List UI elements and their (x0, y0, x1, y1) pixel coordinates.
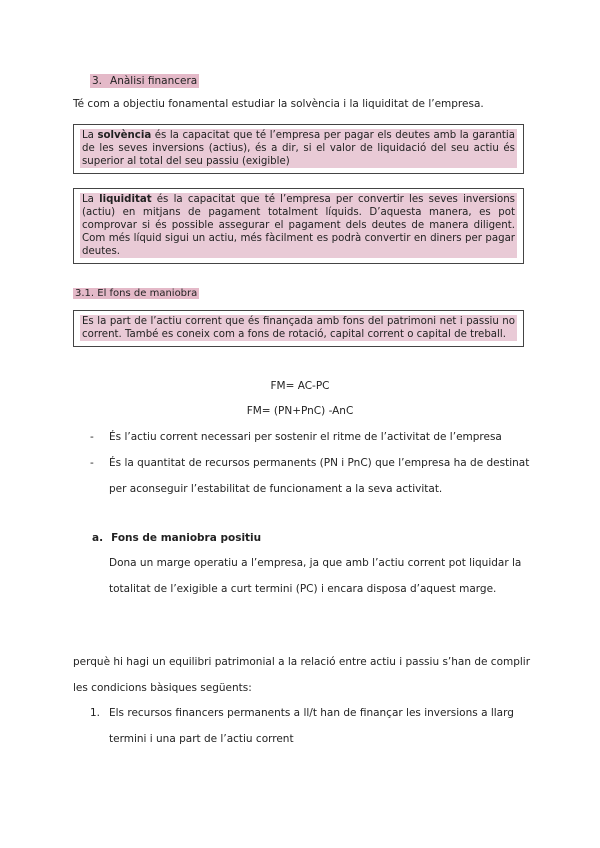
liquiditat-definition (80, 193, 517, 258)
fons-definition: Es la part de l’actiu corrent que és finançada amb fons del patrimoni net i passiu no corrent. També es coneix com a fons de rotació, capital corrent o capital de treball. (82, 316, 515, 340)
bullet-dash: - (90, 431, 94, 443)
numbered-item (92, 700, 532, 752)
section-3-heading (90, 74, 199, 88)
solvencia-pre: La (82, 130, 98, 141)
subsection-a-text: Dona un marge operatiu a l’empresa, ja que amb l’actiu corrent pot liquidar la totalitat de l’exigible a curt termini (PC) i encara disposa d’aquest marge. (109, 557, 522, 595)
subsection-title: Fons de maniobra positiu (111, 532, 262, 544)
fons-definition-box (73, 310, 524, 347)
section-title: Anàlisi financera (110, 75, 198, 87)
bullet-list (92, 424, 532, 502)
liquiditat-post: és la capacitat que té l’empresa per convertir les seves inversions (actiu) en mitjans de pagament totalment líquids. D’aquesta manera, es pot comprovar si és possible assegurar el pagament dels deutes de manera diligent. Com més líquid sigui un actiu, més fàcilment es podrà convertir en diners per pagar deutes. (82, 194, 515, 257)
section-3-1-heading: 3.1. El fons de maniobra (75, 288, 198, 299)
solvencia-definition-box (73, 124, 524, 174)
formula-2: FM= (PN+PnC) -AnC (246, 405, 354, 417)
liquiditat-pre: La (82, 194, 100, 205)
bullet-text: És l’actiu corrent necessari per sostenir el ritme de l’activitat de l’empresa (109, 431, 502, 443)
equilibri-paragraph: perquè hi hagi un equilibri patrimonial a la relació entre actiu i passiu s’han de complir les condicions bàsiques següents: (73, 656, 531, 694)
bullet-item (92, 450, 532, 502)
bullet-dash: - (90, 457, 94, 469)
formula-1: FM= AC-PC (270, 380, 330, 392)
intro-paragraph: Té com a objectiu fonamental estudiar la solvència i la liquiditat de l’empresa. (73, 98, 484, 110)
section-number: 3. (92, 75, 103, 87)
solvencia-term: solvència (97, 130, 152, 141)
numbered-text: Els recursos financers permanents a ll/t han de finançar les inversions a llarg termini i una part de l’actiu corrent (109, 707, 514, 745)
liquiditat-definition-box (73, 188, 524, 264)
bullet-text: És la quantitat de recursos permanents (PN i PnC) que l’empresa ha de destinat per aconseguir l’estabilitat de funcionament a la seva activitat. (109, 457, 530, 495)
solvencia-post: és la capacitat que té l’empresa per pagar els deutes amb la garantia de les seves inversions (actius), és a dir, si el valor de liquidació del seu actiu és superior al total del seu passiu (exigible) (82, 130, 515, 167)
solvencia-definition (80, 129, 517, 168)
subsection-a-heading (92, 532, 261, 544)
bullet-item (92, 424, 532, 450)
subsection-mark: a. (92, 532, 104, 544)
liquiditat-term: liquiditat (99, 194, 152, 205)
numbered-mark: 1. (90, 707, 101, 719)
